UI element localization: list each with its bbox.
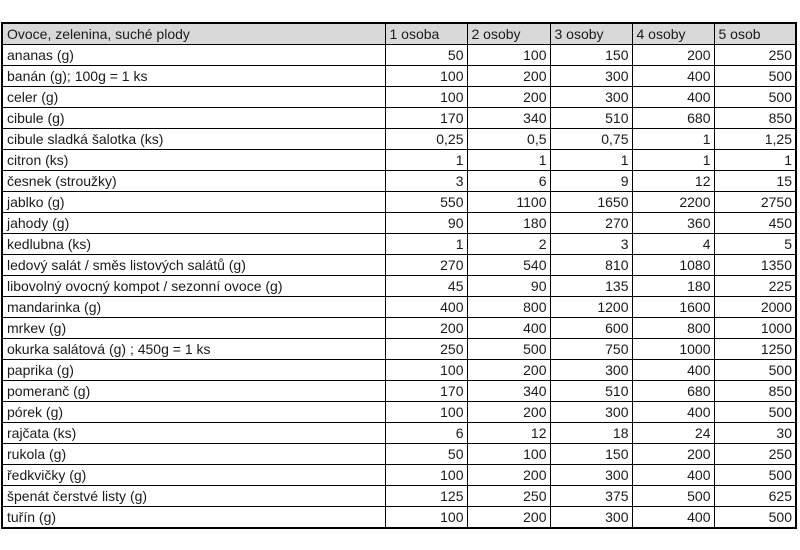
value-cell: 12: [632, 171, 714, 192]
value-cell: 100: [385, 87, 467, 108]
value-cell: 45: [385, 276, 467, 297]
value-cell: 250: [714, 444, 796, 465]
value-cell: 9: [550, 171, 632, 192]
item-cell: česnek (stroužky): [2, 171, 385, 192]
value-cell: 810: [550, 255, 632, 276]
value-cell: 400: [632, 66, 714, 87]
column-header-5-persons: 5 osob: [714, 23, 796, 45]
table-row: [2, 45, 796, 66]
value-cell: 6: [385, 423, 467, 444]
value-cell: 100: [467, 45, 550, 66]
value-cell: 200: [467, 507, 550, 529]
value-cell: 1: [632, 129, 714, 150]
value-cell: 270: [550, 213, 632, 234]
value-cell: 24: [632, 423, 714, 444]
table-row: [2, 276, 796, 297]
table-row: [2, 360, 796, 381]
value-cell: 300: [550, 507, 632, 529]
item-cell: rajčata (ks): [2, 423, 385, 444]
item-cell: ředkvičky (g): [2, 465, 385, 486]
value-cell: 250: [385, 339, 467, 360]
value-cell: 3: [385, 171, 467, 192]
value-cell: 50: [385, 444, 467, 465]
value-cell: 1100: [467, 192, 550, 213]
value-cell: 0,5: [467, 129, 550, 150]
value-cell: 1: [632, 150, 714, 171]
table-row: [2, 444, 796, 465]
value-cell: 250: [467, 486, 550, 507]
value-cell: 200: [467, 360, 550, 381]
value-cell: 500: [714, 66, 796, 87]
column-header-4-persons: 4 osoby: [632, 23, 714, 45]
item-cell: libovolný ovocný kompot / sezonní ovoce (g): [2, 276, 385, 297]
value-cell: 100: [385, 402, 467, 423]
value-cell: 100: [385, 507, 467, 529]
value-cell: 400: [632, 360, 714, 381]
value-cell: 5: [714, 234, 796, 255]
value-cell: 400: [632, 87, 714, 108]
table-row: [2, 171, 796, 192]
value-cell: 400: [632, 402, 714, 423]
value-cell: 850: [714, 381, 796, 402]
table-row: [2, 108, 796, 129]
column-header-3-persons: 3 osoby: [550, 23, 632, 45]
item-cell: banán (g); 100g = 1 ks: [2, 66, 385, 87]
value-cell: 1250: [714, 339, 796, 360]
value-cell: 800: [467, 297, 550, 318]
value-cell: 200: [467, 402, 550, 423]
value-cell: 3: [550, 234, 632, 255]
item-cell: ananas (g): [2, 45, 385, 66]
value-cell: 200: [632, 45, 714, 66]
value-cell: 100: [467, 444, 550, 465]
value-cell: 2000: [714, 297, 796, 318]
value-cell: 18: [550, 423, 632, 444]
item-cell: mandarinka (g): [2, 297, 385, 318]
item-cell: jahody (g): [2, 213, 385, 234]
value-cell: 1000: [714, 318, 796, 339]
value-cell: 375: [550, 486, 632, 507]
value-cell: 300: [550, 360, 632, 381]
value-cell: 340: [467, 108, 550, 129]
value-cell: 200: [632, 444, 714, 465]
value-cell: 170: [385, 108, 467, 129]
item-cell: jablko (g): [2, 192, 385, 213]
value-cell: 30: [714, 423, 796, 444]
value-cell: 540: [467, 255, 550, 276]
value-cell: 150: [550, 444, 632, 465]
value-cell: 90: [385, 213, 467, 234]
value-cell: 300: [550, 465, 632, 486]
value-cell: 510: [550, 108, 632, 129]
value-cell: 680: [632, 381, 714, 402]
value-cell: 500: [714, 87, 796, 108]
item-cell: paprika (g): [2, 360, 385, 381]
table-row: [2, 234, 796, 255]
value-cell: 200: [467, 465, 550, 486]
value-cell: 200: [467, 87, 550, 108]
value-cell: 150: [550, 45, 632, 66]
value-cell: 300: [550, 402, 632, 423]
value-cell: 90: [467, 276, 550, 297]
value-cell: 250: [714, 45, 796, 66]
table-title: Ovoce, zelenina, suché plody: [2, 23, 385, 45]
value-cell: 225: [714, 276, 796, 297]
table-row: [2, 339, 796, 360]
table-row: [2, 129, 796, 150]
item-cell: okurka salátová (g) ; 450g = 1 ks: [2, 339, 385, 360]
item-cell: cibule sladká šalotka (ks): [2, 129, 385, 150]
table-row: [2, 486, 796, 507]
value-cell: 500: [467, 339, 550, 360]
table-row: [2, 402, 796, 423]
value-cell: 500: [714, 402, 796, 423]
value-cell: 100: [385, 465, 467, 486]
value-cell: 125: [385, 486, 467, 507]
table-row: [2, 297, 796, 318]
value-cell: 625: [714, 486, 796, 507]
value-cell: 300: [550, 87, 632, 108]
value-cell: 800: [632, 318, 714, 339]
table-row: [2, 381, 796, 402]
value-cell: 600: [550, 318, 632, 339]
table-row: [2, 465, 796, 486]
table-row: [2, 87, 796, 108]
column-header-1-persons: 1 osoba: [385, 23, 467, 45]
value-cell: 550: [385, 192, 467, 213]
value-cell: 180: [632, 276, 714, 297]
header-row: [2, 23, 796, 45]
table-row: [2, 66, 796, 87]
value-cell: 1080: [632, 255, 714, 276]
value-cell: 2200: [632, 192, 714, 213]
item-cell: tuřín (g): [2, 507, 385, 529]
table-row: [2, 423, 796, 444]
value-cell: 1: [550, 150, 632, 171]
value-cell: 0,75: [550, 129, 632, 150]
value-cell: 1200: [550, 297, 632, 318]
table-row: [2, 150, 796, 171]
table-row: [2, 255, 796, 276]
value-cell: 200: [385, 318, 467, 339]
value-cell: 680: [632, 108, 714, 129]
value-cell: 100: [385, 360, 467, 381]
value-cell: 500: [632, 486, 714, 507]
value-cell: 450: [714, 213, 796, 234]
value-cell: 340: [467, 381, 550, 402]
column-header-2-persons: 2 osoby: [467, 23, 550, 45]
value-cell: 750: [550, 339, 632, 360]
value-cell: 2750: [714, 192, 796, 213]
item-cell: cibule (g): [2, 108, 385, 129]
item-cell: kedlubna (ks): [2, 234, 385, 255]
value-cell: 500: [714, 465, 796, 486]
value-cell: 50: [385, 45, 467, 66]
value-cell: 135: [550, 276, 632, 297]
value-cell: 270: [385, 255, 467, 276]
item-cell: rukola (g): [2, 444, 385, 465]
value-cell: 300: [550, 66, 632, 87]
value-cell: 400: [632, 507, 714, 529]
value-cell: 850: [714, 108, 796, 129]
item-cell: špenát čerstvé listy (g): [2, 486, 385, 507]
value-cell: 0,25: [385, 129, 467, 150]
value-cell: 1,25: [714, 129, 796, 150]
value-cell: 1: [385, 150, 467, 171]
value-cell: 200: [467, 66, 550, 87]
value-cell: 15: [714, 171, 796, 192]
item-cell: pomeranč (g): [2, 381, 385, 402]
table-body: [2, 45, 796, 529]
item-cell: pórek (g): [2, 402, 385, 423]
value-cell: 1: [714, 150, 796, 171]
item-cell: citron (ks): [2, 150, 385, 171]
table-row: [2, 318, 796, 339]
value-cell: 500: [714, 507, 796, 529]
item-cell: ledový salát / směs listových salátů (g): [2, 255, 385, 276]
value-cell: 170: [385, 381, 467, 402]
table-row: [2, 507, 796, 529]
value-cell: 1650: [550, 192, 632, 213]
value-cell: 1600: [632, 297, 714, 318]
item-cell: celer (g): [2, 87, 385, 108]
portion-table: [1, 22, 797, 529]
value-cell: 1: [385, 234, 467, 255]
item-cell: mrkev (g): [2, 318, 385, 339]
table-row: [2, 192, 796, 213]
value-cell: 12: [467, 423, 550, 444]
value-cell: 1350: [714, 255, 796, 276]
value-cell: 180: [467, 213, 550, 234]
value-cell: 360: [632, 213, 714, 234]
value-cell: 1000: [632, 339, 714, 360]
value-cell: 2: [467, 234, 550, 255]
value-cell: 510: [550, 381, 632, 402]
value-cell: 1: [467, 150, 550, 171]
value-cell: 4: [632, 234, 714, 255]
value-cell: 400: [467, 318, 550, 339]
value-cell: 6: [467, 171, 550, 192]
value-cell: 400: [632, 465, 714, 486]
table-row: [2, 213, 796, 234]
value-cell: 500: [714, 360, 796, 381]
value-cell: 100: [385, 66, 467, 87]
value-cell: 400: [385, 297, 467, 318]
